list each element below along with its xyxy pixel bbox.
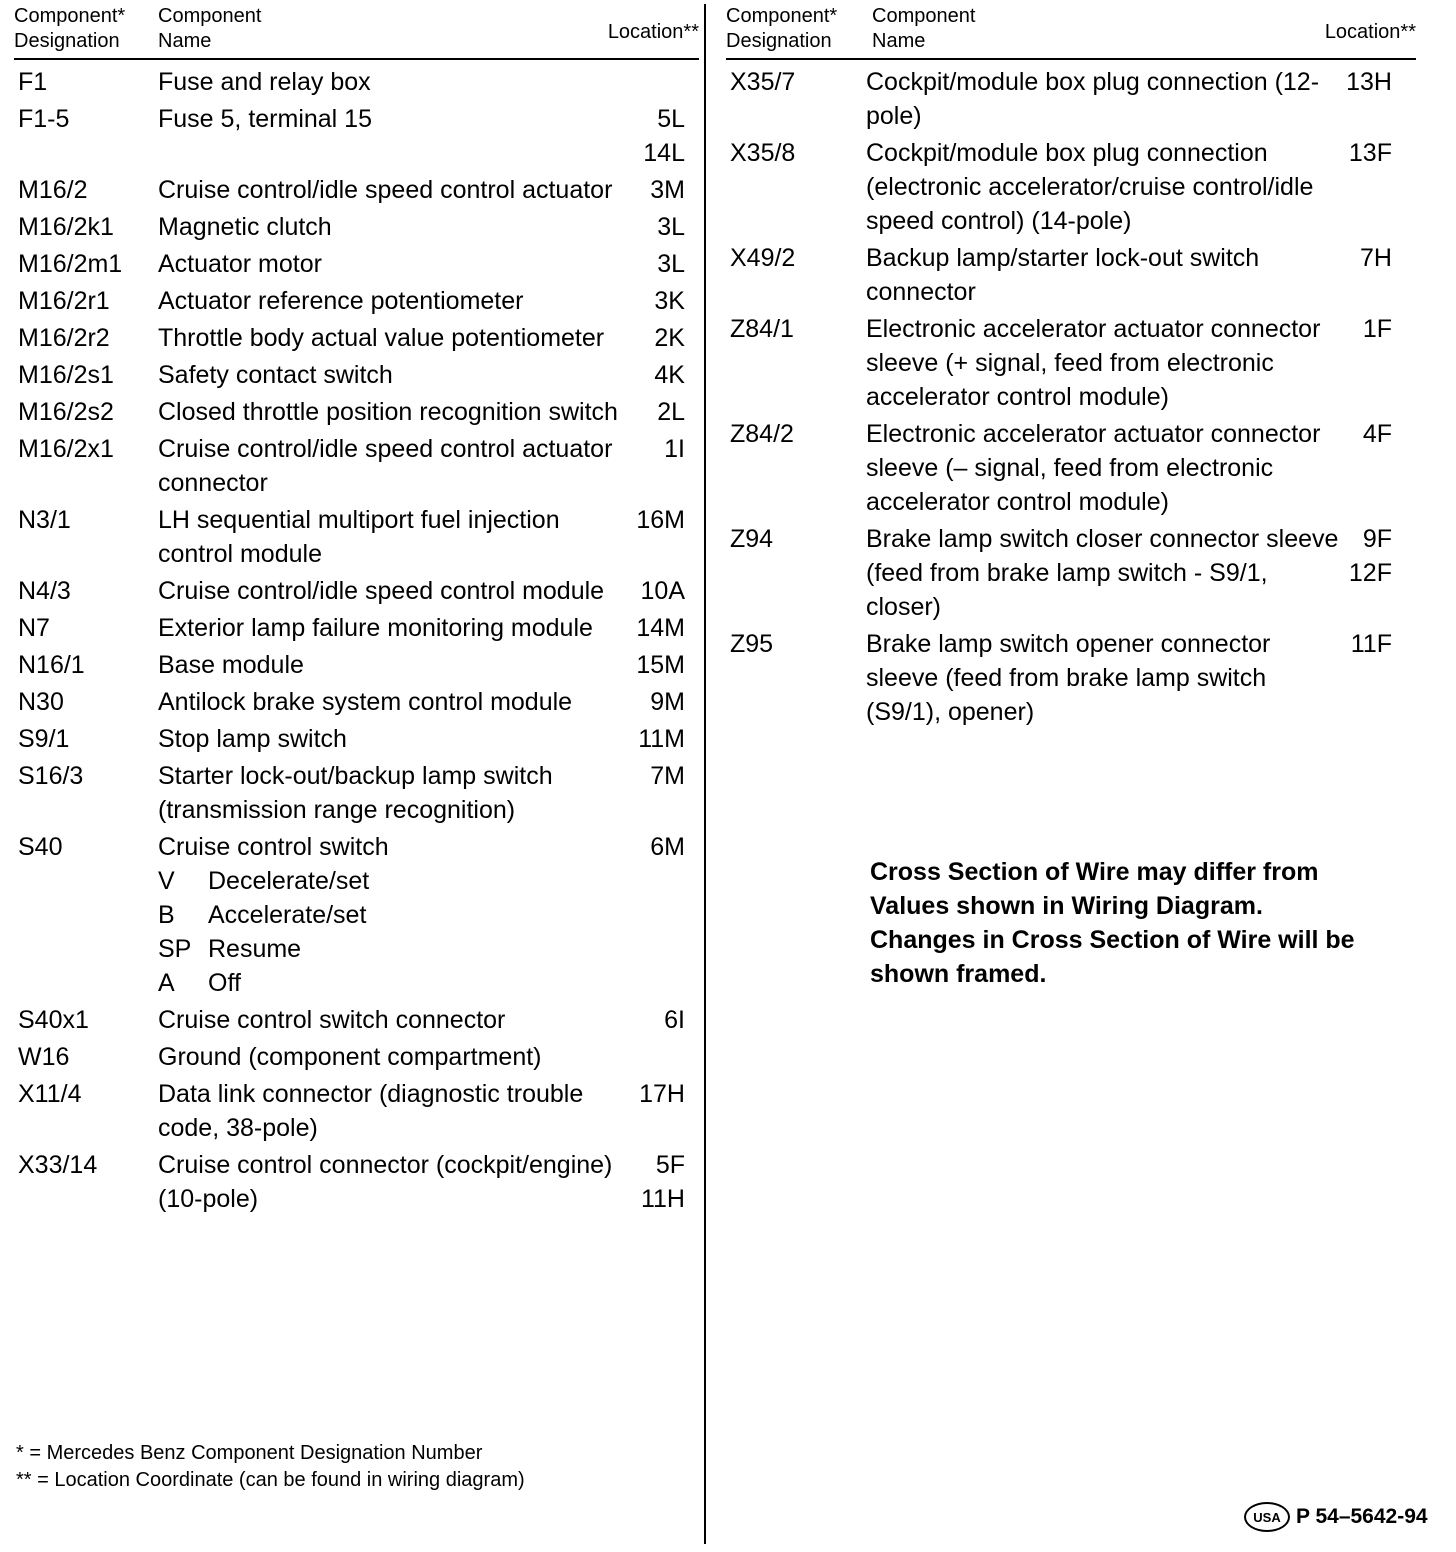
component-name-cell (158, 321, 618, 355)
component-designation: M16/2r1 (18, 287, 110, 315)
component-name-cell (158, 284, 618, 318)
table-row (726, 417, 1416, 519)
switch-position-item (158, 864, 618, 898)
component-name-cell (866, 241, 1340, 309)
component-designation: X33/14 (18, 1151, 98, 1179)
document-number: P 54–5642-94 (1296, 1505, 1428, 1528)
header-location: Location** (1324, 21, 1416, 43)
component-designation: X35/8 (730, 139, 796, 167)
component-name: LH sequential multiport fuel injection control module (158, 506, 560, 568)
component-name-cell (158, 503, 618, 571)
location-coordinate: 6I (664, 1006, 685, 1034)
document-code (1244, 1502, 1428, 1532)
component-designation: Z95 (730, 630, 774, 658)
component-name: Cockpit/module box plug connection (electronic accelerator/cruise control/idle speed control) (14-pole) (866, 139, 1314, 235)
location-coordinate: 9M (650, 688, 685, 716)
table-row (726, 241, 1416, 309)
location-coordinate: 4F (1362, 420, 1392, 448)
location-coordinate: 4K (654, 361, 685, 389)
component-designation: X35/7 (730, 68, 796, 96)
switch-position-code: V (158, 867, 175, 895)
table-row (14, 284, 699, 318)
component-name: Safety contact switch (158, 361, 393, 389)
switch-position-label: Accelerate/set (208, 901, 367, 929)
component-name-cell (158, 210, 618, 244)
component-name-cell (158, 685, 618, 719)
footnote-location: ** = Location Coordinate (can be found in wiring diagram) (16, 1469, 525, 1491)
component-name-cell (158, 247, 618, 281)
component-designation: N16/1 (18, 651, 85, 679)
component-name-cell (866, 312, 1340, 414)
component-designation: M16/2 (18, 176, 88, 204)
table-row (726, 136, 1416, 238)
component-name-cell (158, 65, 618, 99)
location-coordinate: 6M (650, 833, 685, 861)
table-row (726, 65, 1416, 133)
component-name-cell (158, 648, 618, 682)
component-name-cell (158, 102, 618, 170)
component-name: Stop lamp switch (158, 725, 347, 753)
component-designation: M16/2s2 (18, 398, 114, 426)
component-designation: M16/2k1 (18, 213, 114, 241)
component-name-cell (158, 1040, 618, 1074)
switch-position-label: Off (208, 969, 241, 997)
component-name: Data link connector (diagnostic trouble code, 38-pole) (158, 1080, 584, 1142)
component-designation: N3/1 (18, 506, 71, 534)
component-name-cell (158, 358, 618, 392)
table-row (14, 685, 699, 719)
table-row (14, 65, 699, 99)
component-name-cell (866, 417, 1340, 519)
component-name: Magnetic clutch (158, 213, 332, 241)
component-name-cell (158, 759, 618, 827)
component-name: Backup lamp/starter lock-out switch connector (866, 244, 1260, 306)
component-designation: S9/1 (18, 725, 70, 753)
table-row (14, 395, 699, 429)
table-row (14, 722, 699, 756)
table-row (14, 503, 699, 571)
component-name: Cruise control switch connector (158, 1006, 506, 1034)
left-table-header (14, 0, 699, 60)
right-table-body (726, 60, 1416, 729)
component-designation: X11/4 (18, 1080, 82, 1108)
location-coordinate: 7H (1360, 244, 1392, 272)
left-column (14, 0, 699, 1216)
component-name: Exterior lamp failure monitoring module (158, 614, 593, 642)
location-coordinate: 2L (657, 398, 685, 426)
header-name: Component Name (158, 5, 262, 52)
component-designation: N7 (18, 614, 50, 642)
table-row (14, 210, 699, 244)
component-name-cell (866, 627, 1340, 729)
location-coordinate: 11M (638, 725, 685, 753)
switch-position-item (158, 932, 618, 966)
table-row (14, 648, 699, 682)
location-coordinate: 3L (657, 213, 685, 241)
table-row (14, 1077, 699, 1145)
location-coordinate: 13H (1346, 68, 1392, 96)
component-name: Actuator reference potentiometer (158, 287, 524, 315)
location-coordinate: 16M (636, 506, 685, 534)
component-name: Closed throttle position recognition switch (158, 398, 618, 426)
location-coordinate: 5L 14L (643, 105, 685, 167)
table-row (726, 522, 1416, 624)
table-row (14, 432, 699, 500)
location-coordinate: 15M (636, 651, 685, 679)
component-name: Ground (component compartment) (158, 1043, 542, 1071)
table-row (14, 574, 699, 608)
component-name: Base module (158, 651, 304, 679)
table-row (14, 321, 699, 355)
component-name-cell (158, 722, 618, 756)
header-designation: Component* Designation (14, 5, 126, 52)
component-designation: M16/2s1 (18, 361, 114, 389)
switch-position-code: A (158, 969, 175, 997)
switch-position-code: B (158, 901, 175, 929)
component-designation: S40x1 (18, 1006, 89, 1034)
component-name: Fuse 5, terminal 15 (158, 105, 372, 133)
table-row (14, 247, 699, 281)
table-row (14, 759, 699, 827)
note-line-2: Changes in Cross Section of Wire will be shown framed. (870, 926, 1355, 988)
right-column (726, 0, 1416, 729)
component-name: Cruise control/idle speed control actuator connector (158, 435, 613, 497)
switch-position-item (158, 898, 618, 932)
component-designation: S40 (18, 833, 63, 861)
component-designation: Z84/1 (730, 315, 794, 343)
component-designation: S16/3 (18, 762, 84, 790)
left-table-body (14, 60, 699, 1216)
location-coordinate: 13F (1348, 139, 1392, 167)
component-name-cell (158, 1077, 618, 1145)
table-row (14, 1003, 699, 1037)
switch-position-label: Resume (208, 935, 302, 963)
component-designation: M16/2r2 (18, 324, 110, 352)
component-name: Starter lock-out/backup lamp switch (transmission range recognition) (158, 762, 553, 824)
component-name-cell (158, 574, 618, 608)
location-coordinate: 5F 11H (640, 1151, 685, 1213)
component-name: Cruise control switch (158, 833, 389, 861)
location-coordinate (618, 1040, 699, 1074)
component-name: Electronic accelerator actuator connector sleeve (– signal, feed from electronic accelerator control module) (866, 420, 1321, 516)
component-designation: W16 (18, 1043, 70, 1071)
component-name: Electronic accelerator actuator connector sleeve (+ signal, feed from electronic accelerator control module) (866, 315, 1321, 411)
component-name: Cruise control/idle speed control module (158, 577, 605, 605)
location-coordinate: 17H (639, 1080, 685, 1108)
header-name: Component Name (872, 5, 976, 52)
component-designation: Z84/2 (730, 420, 794, 448)
component-name: Cruise control connector (cockpit/engine) (10-pole) (158, 1151, 613, 1213)
component-name-cell (158, 395, 618, 429)
component-name-cell (158, 611, 618, 645)
component-name-cell (158, 432, 618, 500)
table-row (726, 312, 1416, 414)
location-coordinate: 7M (650, 762, 685, 790)
component-name: Throttle body actual value potentiometer (158, 324, 605, 352)
table-row (14, 830, 699, 1000)
component-name: Fuse and relay box (158, 68, 371, 96)
component-name: Cockpit/module box plug connection (12-pole) (866, 68, 1320, 130)
header-designation: Component* Designation (726, 5, 838, 52)
component-designation: M16/2x1 (18, 435, 114, 463)
component-name: Brake lamp switch opener connector sleeve (feed from brake lamp switch (S9/1), opener) (866, 630, 1271, 726)
component-designation: N30 (18, 688, 64, 716)
location-coordinate: 14M (636, 614, 685, 642)
location-coordinate: 10A (640, 577, 685, 605)
table-row (14, 173, 699, 207)
component-name-cell (158, 830, 618, 1000)
location-coordinate: 9F 12F (1348, 525, 1392, 587)
table-row (726, 627, 1416, 729)
table-row (14, 358, 699, 392)
footnotes (16, 1440, 525, 1494)
component-name-cell (158, 173, 618, 207)
component-name-cell (158, 1148, 618, 1216)
component-name: Actuator motor (158, 250, 322, 278)
location-coordinate: 2K (654, 324, 685, 352)
table-row (14, 611, 699, 645)
component-name: Cruise control/idle speed control actuator (158, 176, 613, 204)
header-location: Location** (607, 21, 699, 43)
location-coordinate: 3L (657, 250, 685, 278)
component-designation: F1 (18, 68, 48, 96)
component-name-cell (866, 65, 1340, 133)
location-coordinate (618, 65, 699, 99)
component-name: Antilock brake system control module (158, 688, 573, 716)
usa-badge-icon: USA (1244, 1502, 1290, 1532)
location-coordinate: 1F (1362, 315, 1392, 343)
table-row (14, 102, 699, 170)
switch-position-label: Decelerate/set (208, 867, 370, 895)
component-name-cell (866, 136, 1340, 238)
component-name-cell (866, 522, 1340, 624)
table-row (14, 1148, 699, 1216)
location-coordinate: 11F (1350, 630, 1392, 658)
component-designation: M16/2m1 (18, 250, 123, 278)
column-divider (704, 4, 706, 1544)
note-line-1: Cross Section of Wire may differ from Values shown in Wiring Diagram. (870, 858, 1319, 920)
component-designation: F1-5 (18, 105, 70, 133)
location-coordinate: 3M (650, 176, 685, 204)
component-name: Brake lamp switch closer connector sleeve (feed from brake lamp switch - S9/1, closer) (866, 525, 1339, 621)
location-coordinate: 1I (664, 435, 685, 463)
switch-position-item (158, 966, 618, 1000)
right-table-header (726, 0, 1416, 60)
component-designation: X49/2 (730, 244, 796, 272)
table-row (14, 1040, 699, 1074)
component-name-cell (158, 1003, 618, 1037)
wire-cross-section-note (870, 855, 1360, 991)
switch-position-code: SP (158, 935, 192, 963)
location-coordinate: 3K (654, 287, 685, 315)
component-designation: N4/3 (18, 577, 71, 605)
component-designation: Z94 (730, 525, 774, 553)
footnote-designation: * = Mercedes Benz Component Designation Number (16, 1442, 483, 1464)
